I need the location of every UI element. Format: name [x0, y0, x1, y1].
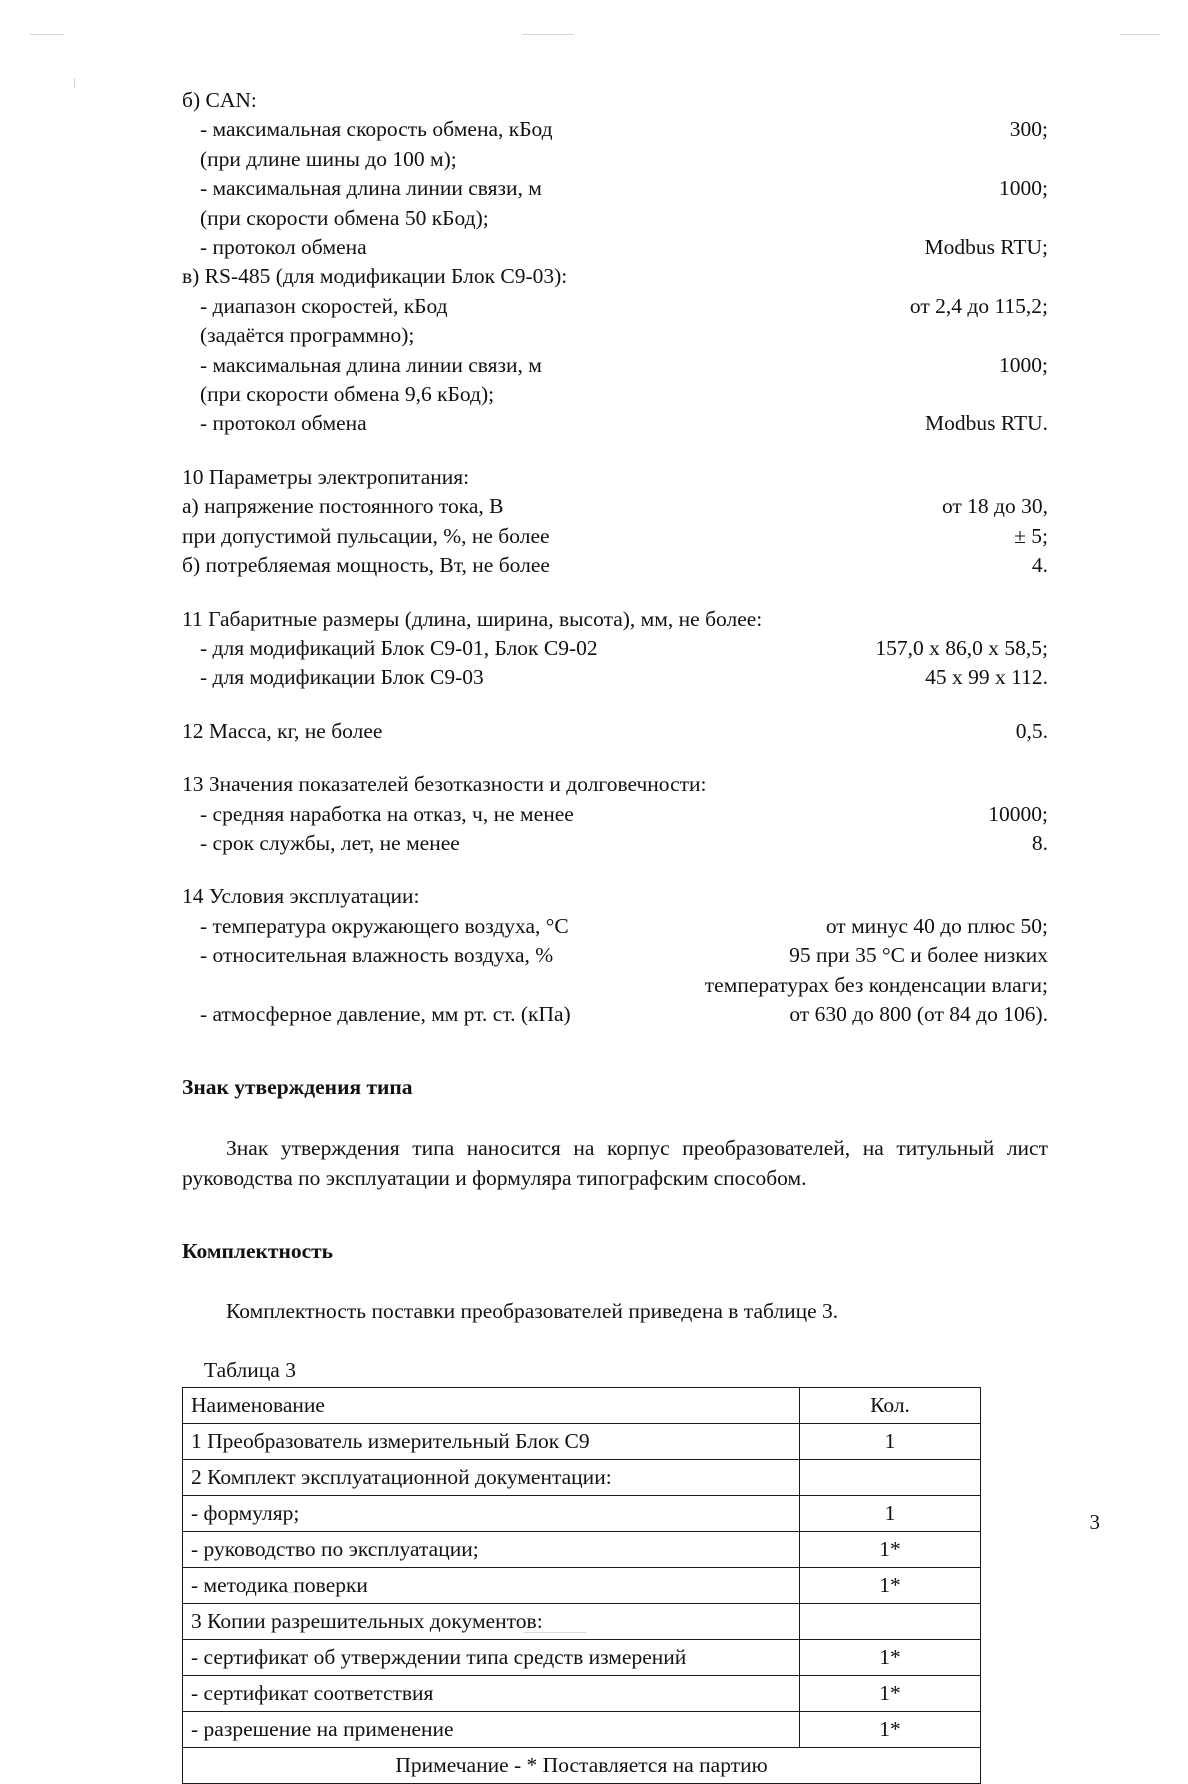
spec-value: Modbus RTU. — [925, 411, 1048, 436]
completeness-heading: Комплектность — [182, 1238, 334, 1263]
spec-group-reliability — [182, 770, 1048, 858]
spec-row — [182, 882, 1048, 911]
spec-label: - максимальная длина линии связи, м — [200, 352, 542, 377]
spec-label: - диапазон скоростей, кБод — [200, 293, 448, 318]
spec-value: от 18 до 30, — [941, 494, 1048, 519]
spec-row — [182, 829, 1048, 858]
spec-row — [182, 204, 1048, 233]
column-header-name: Наименование — [183, 1388, 800, 1424]
spec-label: а) напряжение постоянного тока, В — [182, 494, 504, 519]
spec-row — [182, 770, 1048, 799]
spec-row — [182, 941, 1048, 970]
table-cell-name: 2 Комплект эксплуатационной документации: — [183, 1460, 800, 1496]
table-cell-qty — [800, 1460, 981, 1496]
spec-label: - температура окружающего воздуха, °C — [200, 913, 569, 938]
spec-group-spacer — [182, 746, 1048, 770]
table-row — [183, 1424, 981, 1460]
page-content — [182, 86, 1048, 1784]
table-cell-name: - формуляр; — [183, 1496, 800, 1532]
spec-value: 45 x 99 x 112. — [925, 665, 1048, 690]
spec-row — [182, 522, 1048, 551]
section-spacer-2 — [182, 1193, 1048, 1237]
spec-value: 157,0 x 86,0 x 58,5; — [875, 635, 1048, 660]
spec-label: - протокол обмена — [200, 411, 367, 436]
table-cell-name: - руководство по эксплуатации; — [183, 1532, 800, 1568]
spec-row — [182, 115, 1048, 144]
table-cell-name: 1 Преобразователь измерительный Блок С9 — [183, 1424, 800, 1460]
spec-label: при допустимой пульсации, %, не более — [182, 523, 550, 548]
table-cell-qty: 1 — [800, 1496, 981, 1532]
scan-edge-mark-top — [30, 34, 64, 35]
spec-row — [182, 551, 1048, 580]
spec-group-dimensions — [182, 605, 1048, 693]
spec-label: 10 Параметры электропитания: — [182, 464, 470, 489]
spec-row — [182, 409, 1048, 438]
spec-row — [182, 145, 1048, 174]
spec-value: ± 5; — [1014, 523, 1048, 548]
heading-spacer — [182, 1103, 1048, 1133]
table-cell-name: 3 Копии разрешительных документов: — [183, 1604, 800, 1640]
spec-group-spacer — [182, 581, 1048, 605]
spec-value: 1000; — [999, 176, 1048, 201]
spec-row — [182, 605, 1048, 634]
spec-row — [182, 717, 1048, 746]
spec-value: от 630 до 800 (от 84 до 106). — [789, 1001, 1048, 1026]
table-footer — [183, 1748, 981, 1784]
spec-row — [182, 912, 1048, 941]
type-approval-paragraph: Знак утверждения типа наносится на корпус преобразователей, на титульный лист руководства по эксплуатации и формуляра типографским способом. — [182, 1135, 1048, 1190]
completeness-table — [182, 1387, 981, 1784]
table-cell-name: - сертификат соответствия — [183, 1676, 800, 1712]
table-row — [183, 1532, 981, 1568]
spec-group-can — [182, 86, 1048, 439]
heading-spacer-2 — [182, 1266, 1048, 1296]
spec-row — [182, 86, 1048, 115]
table-note: Примечание - * Поставляется на партию — [183, 1748, 981, 1784]
spec-label: 13 Значения показателей безотказности и долговечности: — [182, 772, 707, 797]
spec-group-mass — [182, 717, 1048, 746]
spec-label: - максимальная длина линии связи, м — [200, 176, 542, 201]
table-cell-name: - методика поверки — [183, 1568, 800, 1604]
table-row — [183, 1568, 981, 1604]
spec-label: (при длине шины до 100 м); — [200, 146, 457, 171]
spec-value: 4. — [1031, 553, 1048, 578]
table-header — [183, 1388, 981, 1424]
table-spacer — [182, 1326, 1048, 1356]
spec-label: (при скорости обмена 9,6 кБод); — [200, 382, 495, 407]
spec-value: от 2,4 до 115,2; — [909, 293, 1048, 318]
scan-edge-mark-top-right — [1120, 34, 1160, 35]
spec-row — [182, 351, 1048, 380]
spec-label: - срок службы, лет, не менее — [200, 830, 460, 855]
completeness-paragraph: Комплектность поставки преобразователей приведена в таблице 3. — [226, 1299, 839, 1324]
spec-group-power — [182, 463, 1048, 581]
spec-label: - максимальная скорость обмена, кБод — [200, 117, 553, 142]
spec-label: - атмосферное давление, мм рт. ст. (кПа) — [200, 1001, 571, 1026]
spec-row — [182, 321, 1048, 350]
section-spacer — [182, 1029, 1048, 1073]
spec-value: от минус 40 до плюс 50; — [825, 913, 1048, 938]
spec-value: 8. — [1031, 830, 1048, 855]
spec-label: (задаётся программно); — [200, 323, 415, 348]
table-cell-qty: 1* — [800, 1712, 981, 1748]
spec-label: 12 Масса, кг, не более — [182, 718, 383, 743]
spec-row — [182, 380, 1048, 409]
table-header-row — [183, 1388, 981, 1424]
spec-row — [182, 492, 1048, 521]
spec-label: - для модификации Блок С9-03 — [200, 665, 484, 690]
scan-edge-mark-top-center — [522, 34, 574, 35]
spec-value: 0,5. — [1015, 718, 1048, 743]
spec-row — [182, 174, 1048, 203]
spec-value: Modbus RTU; — [924, 235, 1048, 260]
table-cell-qty: 1* — [800, 1532, 981, 1568]
spec-label: - средняя наработка на отказ, ч, не менее — [200, 801, 574, 826]
table-caption: Таблица 3 — [204, 1358, 296, 1383]
spec-row — [182, 463, 1048, 492]
spec-label: 14 Условия эксплуатации: — [182, 884, 420, 909]
spec-value: 10000; — [988, 801, 1048, 826]
spec-row — [182, 1000, 1048, 1029]
table-cell-qty: 1* — [800, 1568, 981, 1604]
spec-row — [182, 663, 1048, 692]
spec-row — [182, 800, 1048, 829]
spec-label: - для модификаций Блок С9-01, Блок С9-02 — [200, 635, 598, 660]
spec-value: 95 при 35 °C и более низких — [789, 943, 1048, 968]
spec-group-operating-conditions — [182, 882, 1048, 1029]
spec-value: 300; — [1009, 117, 1048, 142]
scan-edge-mark-left — [74, 78, 75, 88]
spec-row — [182, 262, 1048, 291]
spec-group-spacer — [182, 693, 1048, 717]
spec-row — [182, 292, 1048, 321]
spec-label: б) потребляемая мощность, Вт, не более — [182, 553, 550, 578]
spec-label: 11 Габаритные размеры (длина, ширина, высота), мм, не более: — [182, 606, 763, 631]
table-row — [183, 1604, 981, 1640]
spec-row — [182, 634, 1048, 663]
table-cell-qty: 1* — [800, 1640, 981, 1676]
spec-row — [182, 233, 1048, 262]
spec-label: (при скорости обмена 50 кБод); — [200, 205, 489, 230]
table-cell-qty: 1 — [800, 1424, 981, 1460]
table-cell-qty: 1* — [800, 1676, 981, 1712]
spec-value: температурах без конденсации влаги; — [704, 972, 1048, 997]
spec-group-spacer — [182, 858, 1048, 882]
table-row — [183, 1712, 981, 1748]
spec-row — [182, 971, 1048, 1000]
spec-value: 1000; — [999, 352, 1048, 377]
spec-group-spacer — [182, 439, 1048, 463]
table-cell-name: - разрешение на применение — [183, 1712, 800, 1748]
table-cell-qty — [800, 1604, 981, 1640]
table-row — [183, 1640, 981, 1676]
spec-label: в) RS-485 (для модификации Блок С9-03): — [182, 264, 568, 289]
page-number: 3 — [1089, 1510, 1100, 1534]
table-row — [183, 1676, 981, 1712]
spec-label: - относительная влажность воздуха, % — [200, 943, 554, 968]
type-approval-heading: Знак утверждения типа — [182, 1075, 413, 1100]
spec-label: б) CAN: — [182, 88, 257, 112]
spec-section — [182, 86, 1048, 1029]
table-row — [183, 1496, 981, 1532]
table-note-row — [183, 1748, 981, 1784]
table-row — [183, 1460, 981, 1496]
column-header-qty: Кол. — [800, 1388, 981, 1424]
spec-label: - протокол обмена — [200, 235, 367, 260]
table-cell-name: - сертификат об утверждении типа средств измерений — [183, 1640, 800, 1676]
table-body — [183, 1424, 981, 1748]
